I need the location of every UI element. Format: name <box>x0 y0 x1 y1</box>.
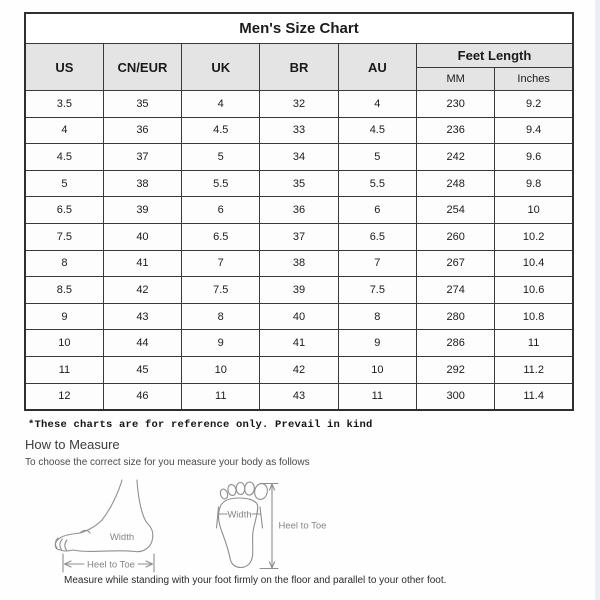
table-cell: 44 <box>103 330 181 357</box>
table-cell: 46 <box>103 383 181 410</box>
table-cell: 41 <box>260 330 338 357</box>
table-cell: 4.5 <box>338 117 416 144</box>
table-cell: 286 <box>416 330 494 357</box>
table-cell: 36 <box>103 117 181 144</box>
table-cell: 274 <box>416 277 494 304</box>
table-cell: 5 <box>25 170 103 197</box>
table-cell: 7 <box>182 250 260 277</box>
table-cell: 6 <box>182 197 260 224</box>
table-row <box>25 117 573 144</box>
table-cell: 35 <box>260 170 338 197</box>
table-cell: 9 <box>182 330 260 357</box>
table-row <box>25 250 573 277</box>
table-cell: 11.4 <box>495 383 573 410</box>
table-cell: 5 <box>182 144 260 171</box>
edge-artifact <box>595 0 600 600</box>
footprint-sketch <box>217 482 327 569</box>
table-cell: 6.5 <box>25 197 103 224</box>
table-cell: 43 <box>103 303 181 330</box>
table-cell: 3.5 <box>25 91 103 118</box>
table-cell: 4 <box>338 91 416 118</box>
table-row <box>25 91 573 118</box>
col-header-au: AU <box>338 44 416 91</box>
table-cell: 12 <box>25 383 103 410</box>
table-cell: 37 <box>103 144 181 171</box>
table-cell: 260 <box>416 223 494 250</box>
table-row <box>25 383 573 410</box>
table-cell: 36 <box>260 197 338 224</box>
table-cell: 230 <box>416 91 494 118</box>
table-row <box>25 303 573 330</box>
measure-caption: Measure while standing with your foot firmly on the floor and parallel to your other foot. <box>64 575 447 586</box>
table-cell: 6.5 <box>338 223 416 250</box>
table-cell: 254 <box>416 197 494 224</box>
table-cell: 8 <box>25 250 103 277</box>
col-header-inches: Inches <box>495 68 573 91</box>
table-cell: 8.5 <box>25 277 103 304</box>
table-cell: 5 <box>338 144 416 171</box>
table-cell: 11 <box>495 330 573 357</box>
table-cell: 39 <box>260 277 338 304</box>
footprint-width-label: Width <box>227 509 252 521</box>
table-cell: 40 <box>260 303 338 330</box>
table-cell: 9.4 <box>495 117 573 144</box>
table-cell: 7.5 <box>25 223 103 250</box>
side-foot-width-label: Width <box>109 532 135 543</box>
column-header-row <box>25 44 573 68</box>
table-cell: 8 <box>182 303 260 330</box>
table-cell: 34 <box>260 144 338 171</box>
table-cell: 10 <box>338 356 416 383</box>
table-cell: 40 <box>103 223 181 250</box>
measurement-diagram <box>40 478 360 578</box>
table-row <box>25 277 573 304</box>
table-cell: 35 <box>103 91 181 118</box>
table-cell: 9 <box>25 303 103 330</box>
table-body <box>25 91 573 411</box>
reference-note: *These charts are for reference only. Prevail in kind <box>28 419 373 431</box>
side-foot-heel-to-toe-label: Heel to Toe <box>87 559 135 571</box>
table-cell: 11 <box>25 356 103 383</box>
table-title-row <box>25 13 573 44</box>
table-cell: 42 <box>260 356 338 383</box>
table-cell: 33 <box>260 117 338 144</box>
table-row <box>25 170 573 197</box>
table-cell: 42 <box>103 277 181 304</box>
how-to-measure-subtext: To choose the correct size for you measure your body as follows <box>25 457 310 468</box>
col-header-mm: MM <box>416 68 494 91</box>
table-cell: 292 <box>416 356 494 383</box>
table-cell: 7.5 <box>338 277 416 304</box>
footprint-heel-to-toe-label: Heel to Toe <box>278 520 327 532</box>
table-header <box>25 13 573 91</box>
table-row <box>25 330 573 357</box>
how-to-measure-heading: How to Measure <box>25 437 120 452</box>
table-cell: 248 <box>416 170 494 197</box>
side-foot-sketch <box>55 480 154 572</box>
table-row <box>25 356 573 383</box>
col-header-uk: UK <box>182 44 260 91</box>
table-title: Men's Size Chart <box>25 13 573 44</box>
table-cell: 9.2 <box>495 91 573 118</box>
table-cell: 41 <box>103 250 181 277</box>
table-cell: 300 <box>416 383 494 410</box>
col-header-feet-length: Feet Length <box>416 44 573 68</box>
table-cell: 10 <box>182 356 260 383</box>
table-cell: 8 <box>338 303 416 330</box>
table-cell: 37 <box>260 223 338 250</box>
table-cell: 9.6 <box>495 144 573 171</box>
table-cell: 11 <box>182 383 260 410</box>
table-cell: 10.2 <box>495 223 573 250</box>
table-cell: 38 <box>260 250 338 277</box>
table-row <box>25 223 573 250</box>
table-cell: 11 <box>338 383 416 410</box>
table-cell: 38 <box>103 170 181 197</box>
table-cell: 45 <box>103 356 181 383</box>
col-header-us: US <box>25 44 103 91</box>
table-cell: 10.4 <box>495 250 573 277</box>
table-cell: 267 <box>416 250 494 277</box>
table-cell: 43 <box>260 383 338 410</box>
table-cell: 5.5 <box>338 170 416 197</box>
table-cell: 280 <box>416 303 494 330</box>
table-cell: 39 <box>103 197 181 224</box>
table-cell: 10.8 <box>495 303 573 330</box>
table-cell: 9.8 <box>495 170 573 197</box>
table-cell: 4 <box>182 91 260 118</box>
table-cell: 11.2 <box>495 356 573 383</box>
table-cell: 5.5 <box>182 170 260 197</box>
table-cell: 10 <box>495 197 573 224</box>
table-cell: 10 <box>25 330 103 357</box>
size-chart-table <box>24 12 574 411</box>
col-header-cn-eur: CN/EUR <box>103 44 181 91</box>
table-cell: 6 <box>338 197 416 224</box>
table-cell: 9 <box>338 330 416 357</box>
table-row <box>25 197 573 224</box>
col-header-br: BR <box>260 44 338 91</box>
table-row <box>25 144 573 171</box>
table-cell: 242 <box>416 144 494 171</box>
table-cell: 7 <box>338 250 416 277</box>
table-cell: 32 <box>260 91 338 118</box>
table-cell: 4 <box>25 117 103 144</box>
table-cell: 6.5 <box>182 223 260 250</box>
table-cell: 4.5 <box>182 117 260 144</box>
table-cell: 10.6 <box>495 277 573 304</box>
table-cell: 4.5 <box>25 144 103 171</box>
table-cell: 236 <box>416 117 494 144</box>
table-cell: 7.5 <box>182 277 260 304</box>
